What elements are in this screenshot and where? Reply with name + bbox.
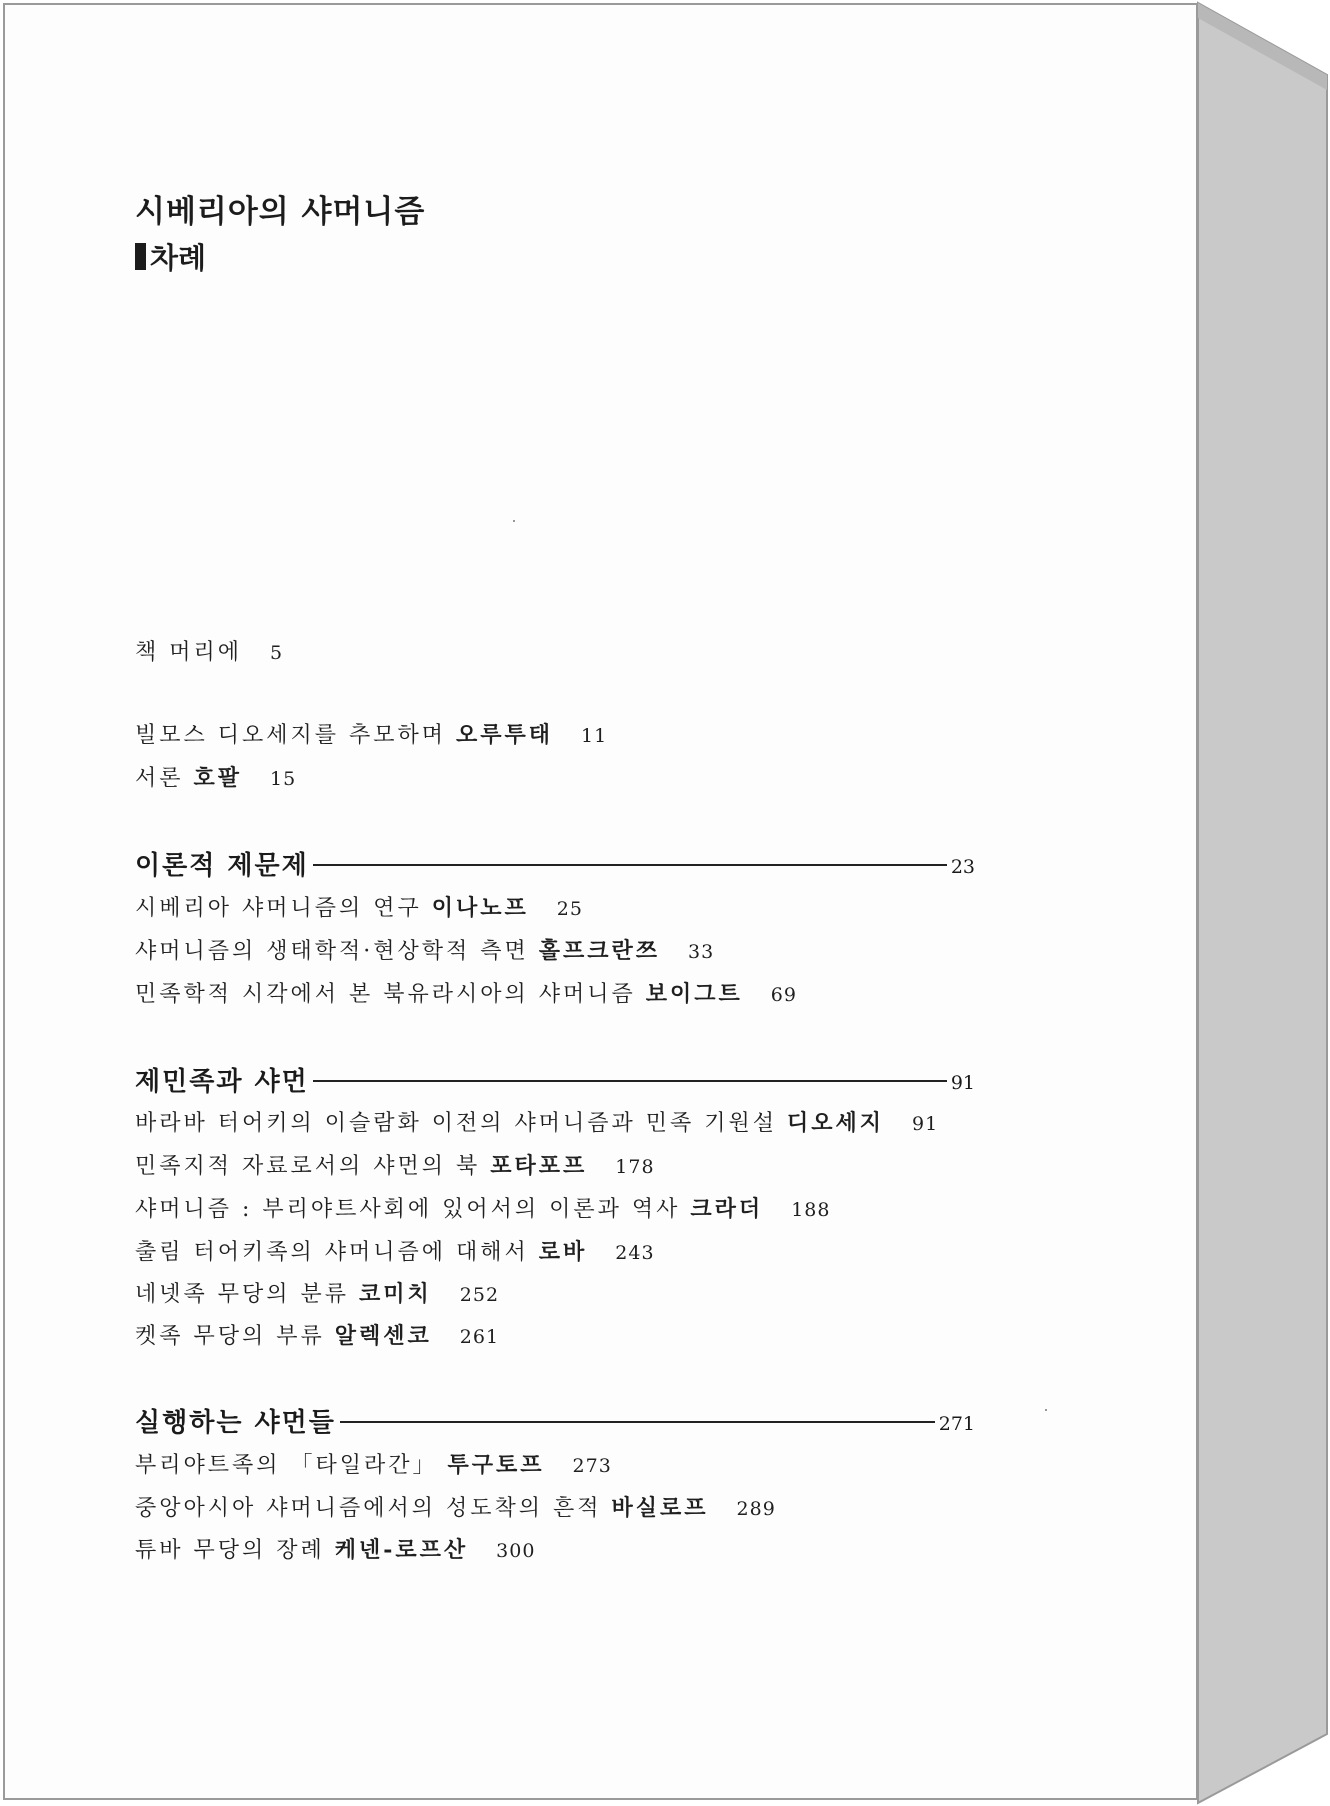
entry-author: 이나노프 <box>431 895 529 921</box>
entry-title: 중앙아시아 샤머니즘에서의 성도착의 흔적 <box>135 1496 602 1521</box>
toc-heading-label: 차례 <box>150 241 207 275</box>
section-page: 271 <box>938 1413 975 1435</box>
section-heading[interactable] <box>135 846 975 880</box>
entry-page: 15 <box>270 768 297 790</box>
entry-title: 민족학적 시각에서 본 북유라시아의 샤머니즘 <box>135 982 636 1007</box>
entry-title: 튜바 무당의 장례 <box>135 1538 325 1563</box>
entry-author: 크라더 <box>690 1196 764 1222</box>
toc-entry[interactable] <box>135 1535 535 1566</box>
entry-page: 289 <box>736 1498 776 1520</box>
entry-title: 샤머니즘 : 부리야트사회에 있어서의 이론과 역사 <box>135 1197 681 1222</box>
leader-rule <box>313 864 947 866</box>
section-title: 실행하는 샤먼들 <box>135 1407 336 1438</box>
entry-title: 책 머리에 <box>135 640 243 665</box>
section-page: 23 <box>950 856 975 878</box>
toc-entry[interactable] <box>135 1108 938 1139</box>
entry-page: 300 <box>496 1540 536 1562</box>
section-heading[interactable] <box>135 1062 975 1096</box>
toc-entry[interactable] <box>135 763 296 794</box>
entry-page: 243 <box>615 1242 655 1264</box>
toc-entry[interactable] <box>135 936 714 967</box>
entry-page: 178 <box>615 1156 655 1178</box>
entry-title: 네넷족 무당의 분류 <box>135 1282 350 1307</box>
toc-entry[interactable] <box>135 1321 499 1352</box>
entry-author: 코미치 <box>359 1281 432 1307</box>
section-title: 이론적 제문제 <box>135 850 309 881</box>
entry-page: 33 <box>688 941 715 963</box>
entry-title: 빌모스 디오세지를 추모하며 <box>135 723 447 748</box>
entry-title: 부리야트족의 「타일라간」 <box>135 1453 438 1478</box>
leader-rule <box>313 1080 947 1082</box>
entry-author: 투구토프 <box>447 1452 545 1478</box>
section-title: 제민족과 샤먼 <box>135 1066 309 1097</box>
entry-page: 11 <box>581 725 608 747</box>
entry-author: 오루투태 <box>456 722 554 748</box>
entry-title: 샤머니즘의 생태학적·현상학적 측면 <box>135 939 529 964</box>
book-title: 시베리아의 샤머니즘 <box>135 194 426 230</box>
toc-entry[interactable] <box>135 720 607 751</box>
section-heading[interactable] <box>135 1403 975 1437</box>
toc-entry[interactable] <box>135 638 283 668</box>
toc-entry[interactable] <box>135 1279 499 1310</box>
toc-entry[interactable] <box>135 1493 776 1524</box>
heading-marker <box>135 243 146 270</box>
entry-author: 로바 <box>538 1239 588 1265</box>
toc-heading <box>135 236 206 277</box>
entry-title: 출림 터어키족의 샤머니즘에 대해서 <box>135 1240 529 1265</box>
entry-title: 민족지적 자료로서의 샤먼의 북 <box>135 1154 481 1179</box>
entry-author: 바실로프 <box>611 1495 709 1521</box>
toc-entry[interactable] <box>135 1151 655 1182</box>
entry-title: 시베리아 샤머니즘의 연구 <box>135 896 422 921</box>
entry-page: 5 <box>270 642 284 664</box>
entry-title: 켓족 무당의 부류 <box>135 1324 325 1349</box>
entry-author: 디오세지 <box>787 1110 885 1136</box>
toc-entry[interactable] <box>135 1194 830 1225</box>
entry-page: 261 <box>459 1326 500 1348</box>
entry-page: 273 <box>572 1455 612 1477</box>
toc-entry[interactable] <box>135 893 583 924</box>
section-page: 91 <box>950 1072 975 1094</box>
toc-entry[interactable] <box>135 1450 612 1481</box>
entry-page: 252 <box>459 1284 500 1306</box>
entry-author: 케넨-로프산 <box>334 1537 469 1563</box>
entry-author: 포타포프 <box>490 1153 588 1179</box>
entry-author: 알렉센코 <box>334 1323 432 1349</box>
entry-page: 69 <box>770 984 797 1006</box>
entry-page: 25 <box>556 898 583 920</box>
entry-page: 188 <box>791 1199 831 1221</box>
toc-entry[interactable] <box>135 1237 655 1268</box>
leader-rule <box>340 1421 935 1423</box>
entry-author: 홀프크란쯔 <box>538 938 661 964</box>
entry-author: 호팔 <box>193 765 243 791</box>
entry-title: 바라바 터어키의 이슬람화 이전의 샤머니즘과 민족 기원설 <box>135 1111 778 1136</box>
entry-title: 서론 <box>135 766 184 791</box>
entry-page: 91 <box>912 1113 939 1135</box>
toc-entry[interactable] <box>135 979 797 1010</box>
entry-author: 보이그트 <box>645 981 743 1007</box>
